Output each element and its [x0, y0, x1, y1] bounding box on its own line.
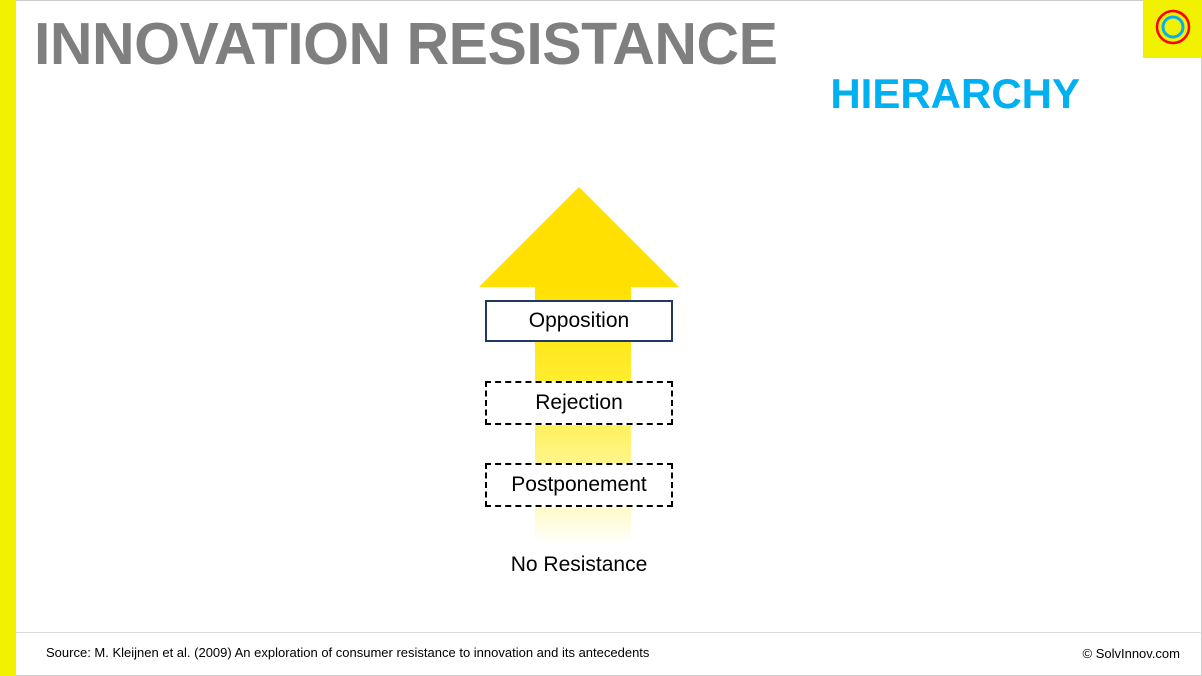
left-accent-rail	[0, 0, 16, 676]
level-label-rejection: Rejection	[535, 391, 623, 414]
circle-target-logo-icon	[1152, 6, 1194, 53]
footer-divider	[16, 632, 1202, 633]
page-title: INNOVATION RESISTANCE	[34, 11, 778, 77]
page-subtitle: HIERARCHY	[830, 70, 1080, 117]
level-box-postponement[interactable]	[485, 463, 673, 507]
level-label-no-resistance: No Resistance	[510, 553, 648, 576]
source-note: Source: M. Kleijnen et al. (2009) An exploration of consumer resistance to innovation and its antecedents	[46, 645, 650, 660]
level-box-rejection[interactable]	[485, 381, 673, 425]
copyright-note: © SolvInnov.com	[1082, 646, 1180, 661]
level-box-opposition[interactable]	[485, 300, 673, 342]
level-label-opposition: Opposition	[528, 309, 630, 332]
level-label-postponement: Postponement	[511, 473, 647, 496]
brand-logo[interactable]	[1143, 0, 1202, 58]
